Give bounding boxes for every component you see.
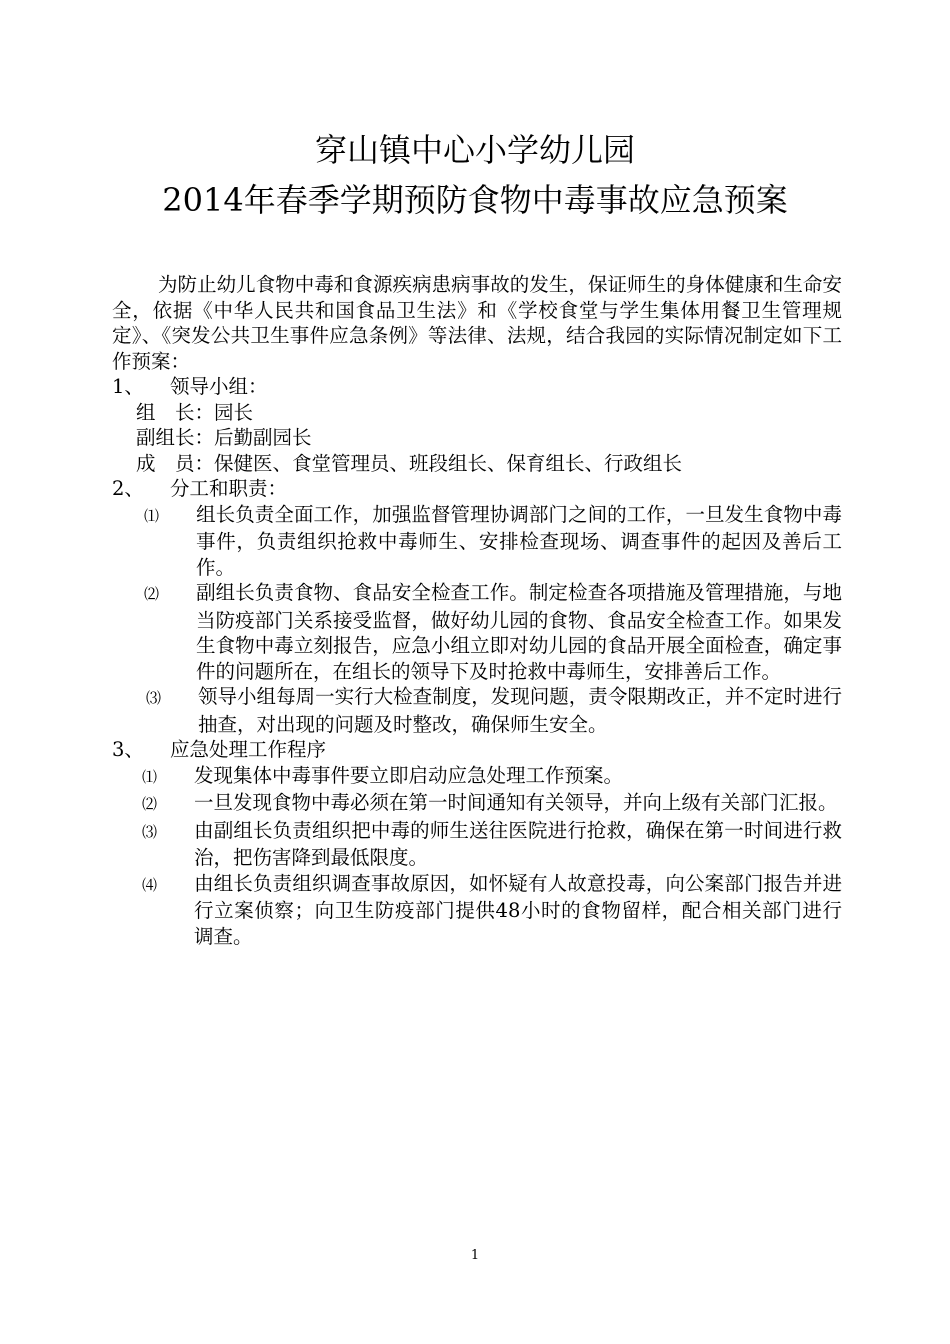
list-item: [112, 684, 842, 737]
item-marker: ⑶: [146, 689, 162, 707]
item-marker: ⑴: [144, 506, 160, 525]
document-title-line1: 穿山镇中心小学幼儿园: [314, 131, 635, 169]
section-number: 1、: [112, 375, 144, 398]
item-text: 副组长负责食物、食品安全检查工作。制定检查各项措施及管理措施，与地当防疫部门关系接受监督，做好幼儿园的食物、食品安全检查工作。如果发生食物中毒立刻报告，应急小组立即对幼儿园的食品开展全面检查，确定事件的问题所在，在组长的领导下及时抢救中毒师生，安排善后工作。: [196, 581, 842, 683]
item-text: 由副组长负责组织把中毒的师生送往医院进行抢救，确保在第一时间进行救治，把伤害降到最低限度。: [194, 818, 842, 869]
item-text: 一旦发现食物中毒必须在第一时间通知有关领导，并向上级有关部门汇报。: [194, 791, 838, 814]
document-body: [112, 272, 842, 949]
member-deputy-leader: 副组长：后勤副园长: [136, 426, 312, 449]
list-item: [112, 790, 842, 818]
item-marker: ⑵: [144, 585, 160, 603]
section-heading-2: [112, 476, 842, 502]
item-text: 由组长负责组织调查事故原因，如怀疑有人故意投毒，向公案部门报告并进行立案侦察；向卫生防疫部门提供48小时的食物留样，配合相关部门进行调查。: [194, 871, 842, 948]
list-item: [112, 871, 842, 950]
item-marker: ⑷: [142, 875, 158, 894]
section-number: 3、: [112, 738, 144, 761]
document-title-line2: 2014年春季学期预防食物中毒事故应急预案: [162, 181, 788, 219]
section-heading-1: [112, 374, 842, 400]
section-heading-text: 应急处理工作程序: [170, 738, 327, 761]
member-leader: 组 长：园长: [136, 400, 254, 424]
section-heading-3: [112, 737, 842, 763]
list-item: [112, 502, 842, 581]
member-members: 成 员：保健医、食堂管理员、班段组长、保育组长、行政组长: [136, 451, 683, 475]
section-number: 2、: [112, 477, 144, 500]
section-heading-text: 分工和职责：: [170, 477, 288, 500]
item-text: 发现集体中毒事件要立即启动应急处理工作预案。: [194, 763, 624, 787]
item-text: 组长负责全面工作，加强监督管理协调部门之间的工作，一旦发生食物中毒事件，负责组织抢救中毒师生、安排检查现场、调查事件的起因及善后工作。: [196, 502, 842, 579]
intro-paragraph: 为防止幼儿食物中毒和食源疾病患病事故的发生，保证师生的身体健康和生命安全，依据《中华人民共和国食品卫生法》和《学校食堂与学生集体用餐卫生管理规定》、《突发公共卫生事件应急条例》等法律、法规，结合我园的实际情况制定如下工作预案：: [112, 273, 842, 373]
item-text: 领导小组每周一实行大检查制度，发现问题，责令限期改正，并不定时进行抽查，对出现的问题及时整改，确保师生安全。: [198, 685, 842, 736]
list-item: [112, 763, 842, 791]
item-marker: ⑴: [142, 767, 158, 786]
item-marker: ⑵: [142, 795, 158, 813]
page-number: 1: [470, 1248, 480, 1263]
list-item: [112, 580, 842, 684]
list-item: [112, 818, 842, 871]
item-marker: ⑶: [142, 822, 158, 841]
section-heading-text: 领导小组：: [170, 375, 268, 398]
